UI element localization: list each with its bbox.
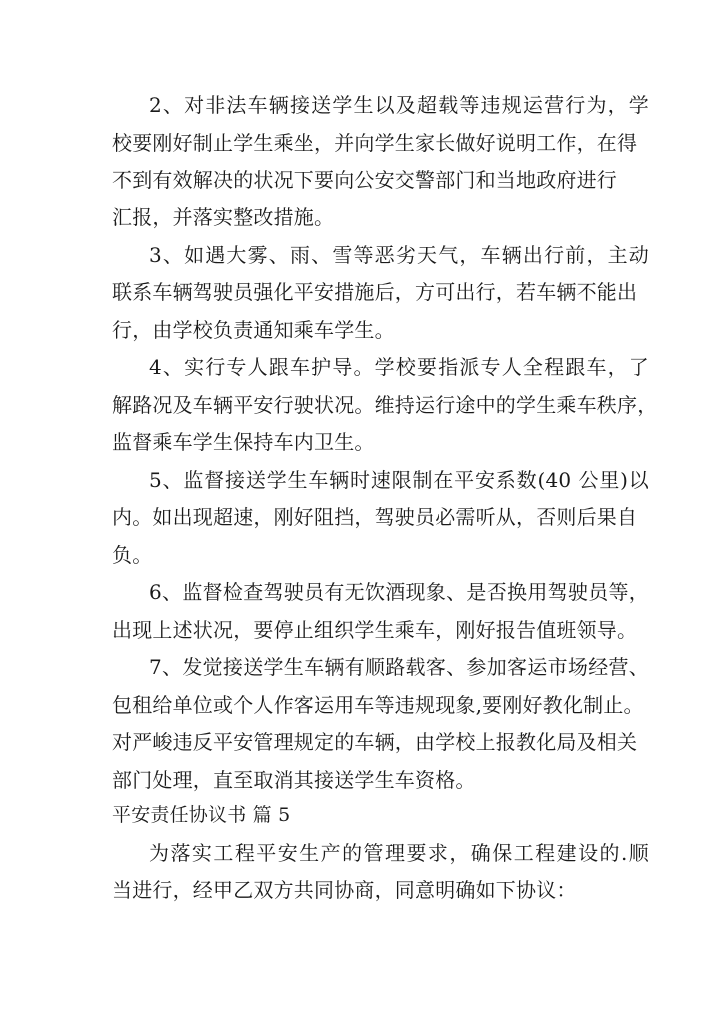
paragraph-7-line-3: 对严峻违反平安管理规定的车辆，由学校上报教化局及相关 (112, 730, 638, 754)
paragraph-7-line-4: 部门处理，直至取消其接送学生车资格。 (112, 768, 476, 792)
paragraph-5-line-2: 内。如出现超速，刚好阻挡，驾驶员必需听从，否则后果自 (112, 505, 638, 529)
section-heading: 平安责任协议书 篇 5 (112, 804, 291, 826)
paragraph-3-line-2: 联系车辆驾驶员强化平安措施后，方可出行，若车辆不能出 (112, 280, 638, 304)
paragraph-intro-line-2: 当进行，经甲乙双方共同协商，同意明确如下协议： (112, 878, 577, 902)
paragraph-6-line-1: 6、监督检查驾驶员有无饮酒现象、是否换用驾驶员等， (149, 580, 649, 604)
paragraph-intro-line-1: 为落实工程平安生产的管理要求，确保工程建设的.顺 (149, 841, 649, 865)
paragraph-3-line-3: 行，由学校负责通知乘车学生。 (112, 318, 395, 342)
paragraph-4-line-2: 解路况及车辆平安行驶状况。维持运行途中的学生乘车秩序， (112, 393, 658, 417)
paragraph-2-line-2: 校要刚好制止学生乘坐，并向学生家长做好说明工作，在得 (112, 131, 638, 155)
paragraph-7-line-2: 包租给单位或个人作客运用车等违规现象,要刚好教化制止。 (112, 693, 644, 717)
paragraph-6-line-2: 出现上述状况，要停止组织学生乘车，刚好报告值班领导。 (112, 618, 638, 642)
paragraph-3-line-1: 3、如遇大雾、雨、雪等恶劣天气，车辆出行前，主动 (149, 243, 649, 267)
paragraph-4-line-1: 4、实行专人跟车护导。学校要指派专人全程跟车，了 (149, 355, 649, 379)
paragraph-7-line-1: 7、发觉接送学生车辆有顺路载客、参加客运市场经营、 (149, 655, 649, 679)
paragraph-2-line-3: 不到有效解决的状况下要向公安交警部门和当地政府进行 (112, 168, 617, 192)
paragraph-2-line-1: 2、对非法车辆接送学生以及超载等违规运营行为，学 (149, 93, 649, 117)
paragraph-5-line-3: 负。 (112, 543, 153, 567)
paragraph-2-line-4: 汇报，并落实整改措施。 (112, 205, 335, 229)
paragraph-5-line-1: 5、监督接送学生车辆时速限制在平安系数(40 公里)以 (149, 468, 649, 492)
paragraph-4-line-3: 监督乘车学生保持车内卫生。 (112, 430, 375, 454)
